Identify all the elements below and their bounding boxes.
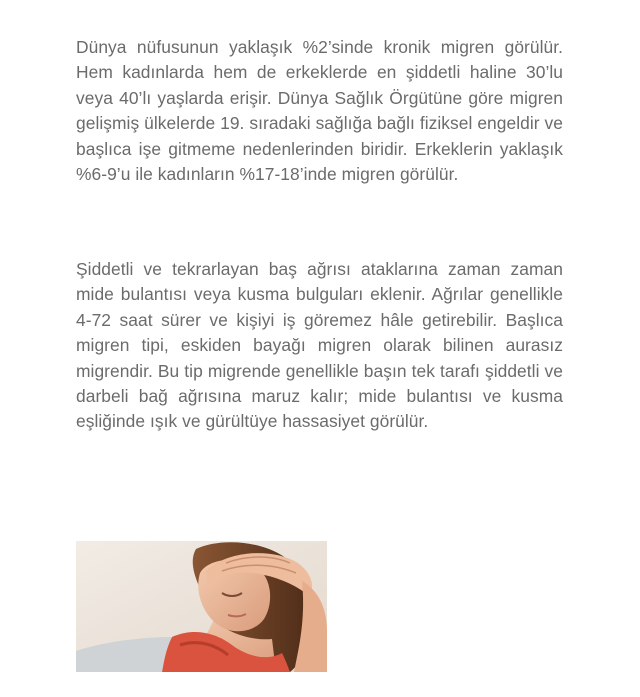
article-paragraph-1: Dünya nüfusunun yaklaşık %2’sinde kronik migren görülür. Hem kadınlarda hem de erkeklerde en şiddetli haline 30’lu veya 40’lı yaşlarda erişir. Dünya Sağlık Örgütüne göre migren gelişmiş ülkelerde 19. sıradaki sağlığa bağlı fiziksel engeldir ve başlıca işe gitmeme nedenlerinden biridir. Erkeklerin yaklaşık %6-9’u ile kadınların %17-18’inde migren görülür. (76, 37, 563, 185)
article-paragraph-2: Şiddetli ve tekrarlayan baş ağrısı ataklarına zaman zaman mide bulantısı veya kusma bulguları eklenir. Ağrılar genellikle 4-72 saat sürer ve kişiyi iş göremez hâle getirebilir. Başlıca migren tipi, eskiden bayağı migren olarak bilinen aurasız migrendir. Bu tip migrende genellikle başın tek tarafı şiddetli ve darbeli bağ ağrısına maruz kalır; mide bulantısı ve kusma eşliğinde ışık ve gürültüye hassasiyet görülür. (76, 259, 563, 432)
woman-headache-photo (76, 541, 327, 672)
